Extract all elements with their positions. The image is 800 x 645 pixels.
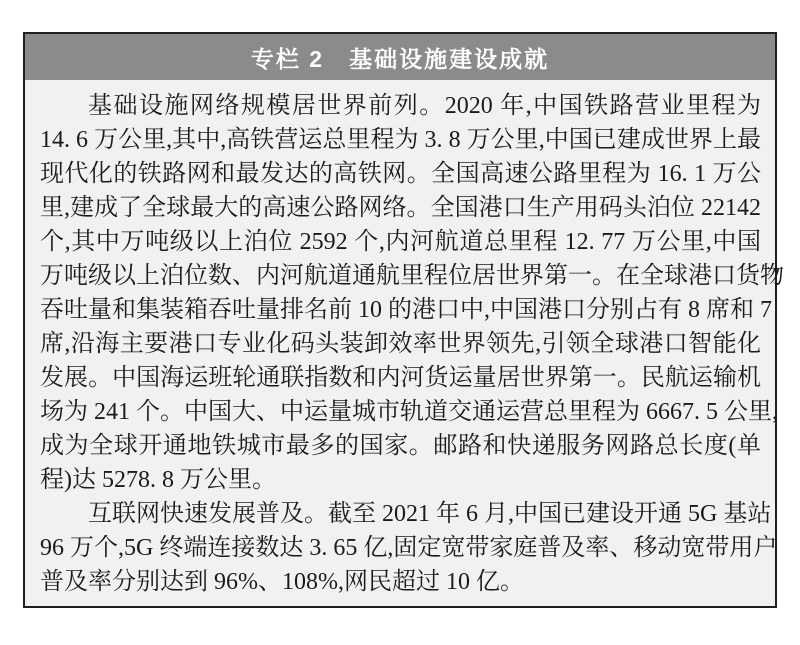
text-line: 14. 6 万公里,其中,高铁营运总里程为 3. 8 万公里,中国已建成世界上最 — [40, 127, 761, 153]
infobox-header — [25, 34, 775, 80]
text-line: 个,其中万吨级以上泊位 2592 个,内河航道总里程 12. 77 万公里,中国 — [40, 229, 761, 255]
text-line: 现代化的铁路网和最发达的高铁网。全国高速公路里程为 16. 1 万公 — [40, 161, 761, 187]
text-line: 互联网快速发展普及。截至 2021 年 6 月,中国已建设开通 5G 基站 — [88, 501, 772, 527]
text-line: 发展。中国海运班轮通联指数和内河货运量居世界第一。民航运输机 — [40, 365, 761, 391]
text-line: 基础设施网络规模居世界前列。2020 年,中国铁路营业里程为 — [88, 93, 761, 119]
paragraph-internet — [40, 497, 778, 599]
infobox-title: 专栏 2 基础设施建设成就 — [250, 45, 550, 72]
text-line: 席,沿海主要港口专业化码头装卸效率世界领先,引领全球港口智能化 — [40, 331, 761, 357]
paragraph-infrastructure — [40, 89, 784, 497]
text-line: 成为全球开通地铁城市最多的国家。邮路和快递服务网路总长度(单 — [40, 433, 761, 459]
text-line: 万吨级以上泊位数、内河航道通航里程位居世界第一。在全球港口货物 — [40, 263, 784, 289]
text-line: 普及率分别达到 96%、108%,网民超过 10 亿。 — [40, 569, 524, 595]
text-line: 场为 241 个。中国大、中运量城市轨道交通运营总里程为 6667. 5 公里, — [40, 399, 778, 425]
text-line: 程)达 5278. 8 万公里。 — [40, 467, 276, 493]
text-line: 96 万个,5G 终端连接数达 3. 65 亿,固定宽带家庭普及率、移动宽带用户 — [40, 535, 778, 561]
infobox-body — [25, 80, 784, 599]
text-line: 里,建成了全球最大的高速公路网络。全国港口生产用码头泊位 22142 — [40, 195, 761, 221]
text-line: 吞吐量和集装箱吞吐量排名前 10 的港口中,中国港口分别占有 8 席和 7 — [40, 297, 772, 323]
infobox-column-2 — [23, 32, 784, 608]
